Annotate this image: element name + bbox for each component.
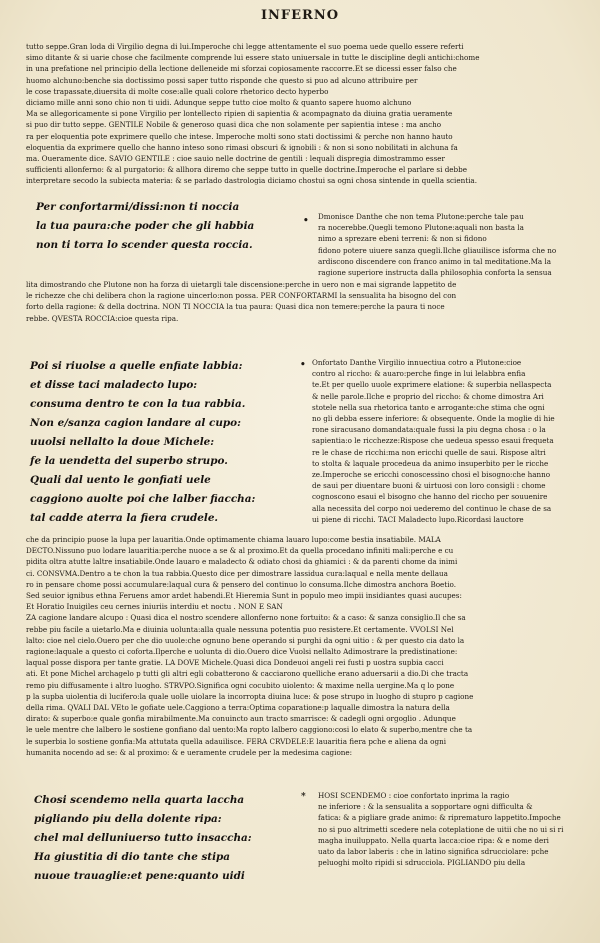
text-line: re le chase de ricchi:ma non ericchi quelle de saui. Rispose altri [312,447,546,457]
text-line: Sed seuior ignibus ethna Feruens amor ardet habendi.Et Hieremia Sunt in populo meo impii insidiantes quasi aucupes: [26,591,462,601]
text-line: forto della ragione: & della doctrina. NON TI NOCCIA la tua paura: Quasi dica non temere:perche la paura ti noce [26,302,445,312]
text-line: caggiono auolte poi che lalber fiaccha: [30,493,256,505]
verse-tercets-2 [30,357,255,528]
text-line: le richezze che chi delibera chon la ragione uincerlo:non possa. PER CONFORTARMI la sensualita ha bisogno del con [26,291,457,301]
commentary-block-middle-1 [26,279,582,324]
text-line: le cose trapassate,diuersita di molte cose:alle quali colore rhetorico decto hyperbo [26,86,329,96]
text-line: pidita oltra atutte laltre insatiabile.Onde lauaro e maladecto & odiato chosi da ghiamici : & da parenti chome da inimi [26,557,458,567]
text-line: p la supba uiolentia di lucifero:la quale uolle uiolare la incorropta diuina luce: & pose strupo in luogho di stupro p cagione [26,691,474,701]
text-line: si puo dir tutto seppe. GENTILE Nobile & generoso quasi dica che non solamente per sapientia intese : ma ancho [26,120,442,130]
text-line: no si puo altrimetti scedere nela coteplatione de uitii che no ui si ri [318,824,564,834]
text-line: et disse taci maladecto lupo: [30,379,198,391]
text-line: humanita nocendo ad se: & al proximo: & e ueramente crudele per la medesima cagione: [26,747,353,757]
text-line: ma. Oueramente dice. SAVIO GENTILE : cioe sauio nelle doctrine de gentili : lequali dispregia dimostrammo esser [26,154,445,164]
text-line: Ha giustitia di dio tante che stipa [34,851,231,863]
text-line: ZA cagione landare alcupo : Quasi dica el nostro scendere allonferno none fortuito: & a caso: & sanza consiglio.Il che sa [26,613,466,623]
text-line: lita dimostrando che Plutone non ha forza di uietargli tale discensione:perche in uero non e mai sigrande lappetito de [26,280,457,289]
text-line: no gli debba essere inferiore: & obsequente. Onde la moglie di hie [312,414,555,424]
text-line: ati. Et pone Michel archagelo p tutti gli altri egli cobatterono & cacciarono quelliche erano aduersarii a dio.Di che tracta [26,669,469,679]
text-line: ardiscono discendere con franco animo in tal meditatione.Ma la [318,256,552,266]
text-line: simo ditante & si uarie chose che facilmente comprende lui essere stato uniuersale in tutte le discipline degli antichi:chome [26,53,480,63]
text-line: Ma se allegoricamente si pone Virgilio per lontellecto ripien di sapientia & acompagnato da diuina gratia ueramente [26,109,453,119]
text-line: diciamo mille anni sono chio non ti uidi. Adunque seppe tutto cioe molto & quanto sapere huomo alchuno [26,98,412,108]
commentary-block-right-3 [318,790,582,868]
text-line: rebbe piu facile a uietarlo.Ma e diuinia uolunta:alla quale nessuna potentia puo resistere.Et certamente. VVOLSI Nel [26,624,454,634]
text-line: magha inuiluppato. Nella quarta lacca:cioe ripa: & e nome deri [318,835,549,845]
text-line: alla necessita del corpo noi uederemo del continuo le chase de sa [312,503,552,513]
text-line: remo piu diffusamente i altro luogho. STRVPO.Significa ogni cocubito uiolento: & maxime nella uergine.Ma q lo pone [26,680,455,690]
text-line: in una prefatione nel principio della lectione delleneide mi sforzai copiosamente raccorre.Et se dicessi esser falso che [26,64,457,74]
text-line: uuolsi nellalto la doue Michele: [30,436,215,448]
text-line: della rima. QVALI DAL VEto le gofiate uele.Caggiono a terra:Optima coparatione:p laqualle dimostra la natura della [26,703,450,713]
text-line: non ti torra lo scender questa roccia. [36,239,253,251]
text-line: fe la uendetta del superbo strupo. [30,455,228,467]
text-line: rone siracusano domandata:quale fussi la piu degna chosa : o la [312,425,546,435]
text-line: tutto seppe.Gran loda di Virgilio degna di lui.Imperoche chi legge attentamente el suo poema uede quello essere referti [26,42,464,51]
text-line: de saui per diuentare buoni & uirtuosi con loro consigli : chome [312,481,546,491]
paragraph-mark: • [303,216,309,226]
text-line: Dmonisce Danthe che non tema Plutone:perche tale pau [318,212,524,221]
text-line: contro al riccho: & auaro:perche finge in lui lelabbra enfia [312,369,526,379]
text-line: ne inferiore : & la sensualita a sopportare ogni difficulta & [318,802,533,812]
text-line: cognoscono esaui el bisogno che hanno del riccho per souuenire [312,492,548,502]
text-line: ragione superiore instructa dalla philosophia conforta la sensua [318,268,552,278]
text-line: HOSI SCENDEMO : cioe confortato inprima la ragio [318,791,510,800]
text-line: uato da labor laberis : che in latino significa sdrucciolare: pche [318,847,549,857]
text-line: huomo alchuno:benche sia doctissimo possi saper tutto risponde che questo si puo ad alcuno attribuire per [26,75,418,85]
text-line: peluoghi molto ripidi si sdrucciola. PIGLIANDO piu della [318,858,526,868]
text-line: fatica: & a pigliare grade animo: & riprematuro lappetito.Impoche [318,813,561,823]
commentary-block-right-1 [318,211,582,278]
text-line: stotele nella sua rhetorica tanto e arrogante:che stima che ogni [312,402,545,412]
text-line: sapientia:o le ricchezze:Rispose che uedeua spesso esaui frequeta [312,436,554,446]
text-line: consuma dentro te con la tua rabbia. [30,398,246,410]
text-line: dirato: & superbo:e quale gonfia mirabilmente.Ma conuincto aun tracto smarrisce: & cadegli ogni orgoglio . Adunque [26,714,456,724]
text-line: sufficienti allonferno: & al purgatorio: & allhora diremo che seppe tutto in quelle doctrine.Imperoche el parlare si debbe [26,165,468,175]
text-line: che da principio puose la lupa per lauaritia.Onde optimamente chiama lauaro lupo:come bestia insatiabile. MALA [26,535,441,544]
running-head: INFERNO [260,8,340,23]
text-line: lalto: cioe nel cielo.Ouero per che dio uuole:che ognuno bene operando si purghi da ogni uitio : & per questo cia dato la [26,635,465,645]
text-line: Chosi scendemo nella quarta laccha [34,794,245,806]
text-line: ze.Imperoche se ericchi conoscessino chosi el bisogno:che hanno [312,470,551,480]
text-line: Et Horatio Inuigiles ceu cernes iniuriis interdiu et noctu . NON E SAN [26,602,283,612]
text-line: fidono potere uiuere sanza quegli.Ilche gliauilisce isforma che no [318,245,557,255]
text-line: le superbia lo sostiene gonfia:Ma attutata quella adauilisce. FERA CRVDELE:E lauaritia fiera pche e aliena da ogni [26,736,447,746]
text-line: nuoue trauaglie:et pene:quanto uidi [34,870,245,882]
text-line: la tua paura:che poder che gli habbia [36,220,255,232]
text-line: le uele mentre che lalbero le sostiene gonfiano dal uento:Ma ropto lalbero caggiono:cosi lo elato & superbo,mentre che ta [26,725,473,735]
text-line: chel mal delluniuerso tutto insaccha: [34,832,252,844]
text-line: Onfortato Danthe Virgilio innuectiua cotro a Plutone:cioe [312,358,522,367]
text-line: pigliando piu della dolente ripa: [34,813,222,825]
text-line: interpretare secodo la subiecta materia: & se parlado dastrologia diciamo chostui sa ogni chosa sintende in quella scientia. [26,176,477,186]
text-line: to stolta & laquale procedeua da animo insuperbito per le ricche [312,458,549,468]
text-line: ro in pensare chome possi accumulare:laqual cura & pensero del continuo lo consuma.Ilche dimostra anchora Boetio. [26,579,456,589]
text-line: ci. CONSVMA.Dentro a te chon la tua rabbia.Questo dice per dimostrare lassidua cura:laqual e nella mente dellaua [26,568,448,578]
commentary-block-middle-2 [26,534,582,758]
text-line: & nelle parole.Ilche e proprio del riccho: & chome dimostra Ari [312,391,544,401]
text-line: tal cadde aterra la fiera crudele. [30,512,219,524]
text-line: rebbe. QVESTA ROCCIA:cioe questa ripa. [26,313,179,323]
text-line: te.Et per quello uuole exprimere elatione: & superbia nellaspecta [312,380,552,390]
commentary-block-top [26,41,582,187]
text-line: laqual posse dispora per tante gratie. LA DOVE Michele.Quasi dica Dondeuoi angeli rei fusti p uostra supbia cacci [26,658,444,668]
text-line: Per confortarmi/dissi:non ti noccia [36,201,240,213]
text-line: ragione:laquale a questo ci coforta.Ilperche e uolunta di dio.Ouero dice Vuolsi nellalto Adimostrare la predistinatione: [26,647,458,657]
text-line: Non e/sanza cagion landare al cupo: [30,417,241,429]
text-line: nimo a sprezare ebeni terreni: & non si fidono [318,234,487,244]
commentary-block-right-2 [312,357,582,525]
text-line: eloquentia da exprimere quello che hanno inteso sono rimasi obscuri & ignobili : & non si sono nobilitati in alchuna fa [26,142,458,152]
text-line: DECTO.Nissuno puo lodare lauaritia:perche nuoce a se & al proximo.Et da quella procedano infiniti mali:perche e cu [26,546,454,556]
text-line: Quali dal uento le gonfiati uele [30,474,211,486]
verse-tercets-3 [34,791,252,886]
paragraph-mark: • [300,360,306,370]
paragraph-mark: * [301,792,306,802]
verse-tercet-1 [36,198,254,255]
text-line: Poi si riuolse a quelle enfiate labbia: [30,360,243,372]
text-line: ra per eloquentia pote exprimere quello che intese. Imperoche molti sono stati doctissimi & perche non hanno hauto [26,131,453,141]
text-line: ra nocerebbe.Quegli temono Plutone:aquali non basta la [318,223,524,233]
text-line: ui piene di ricchi. TACI Maladecto lupo.Ricordasi lauctore [312,514,524,524]
